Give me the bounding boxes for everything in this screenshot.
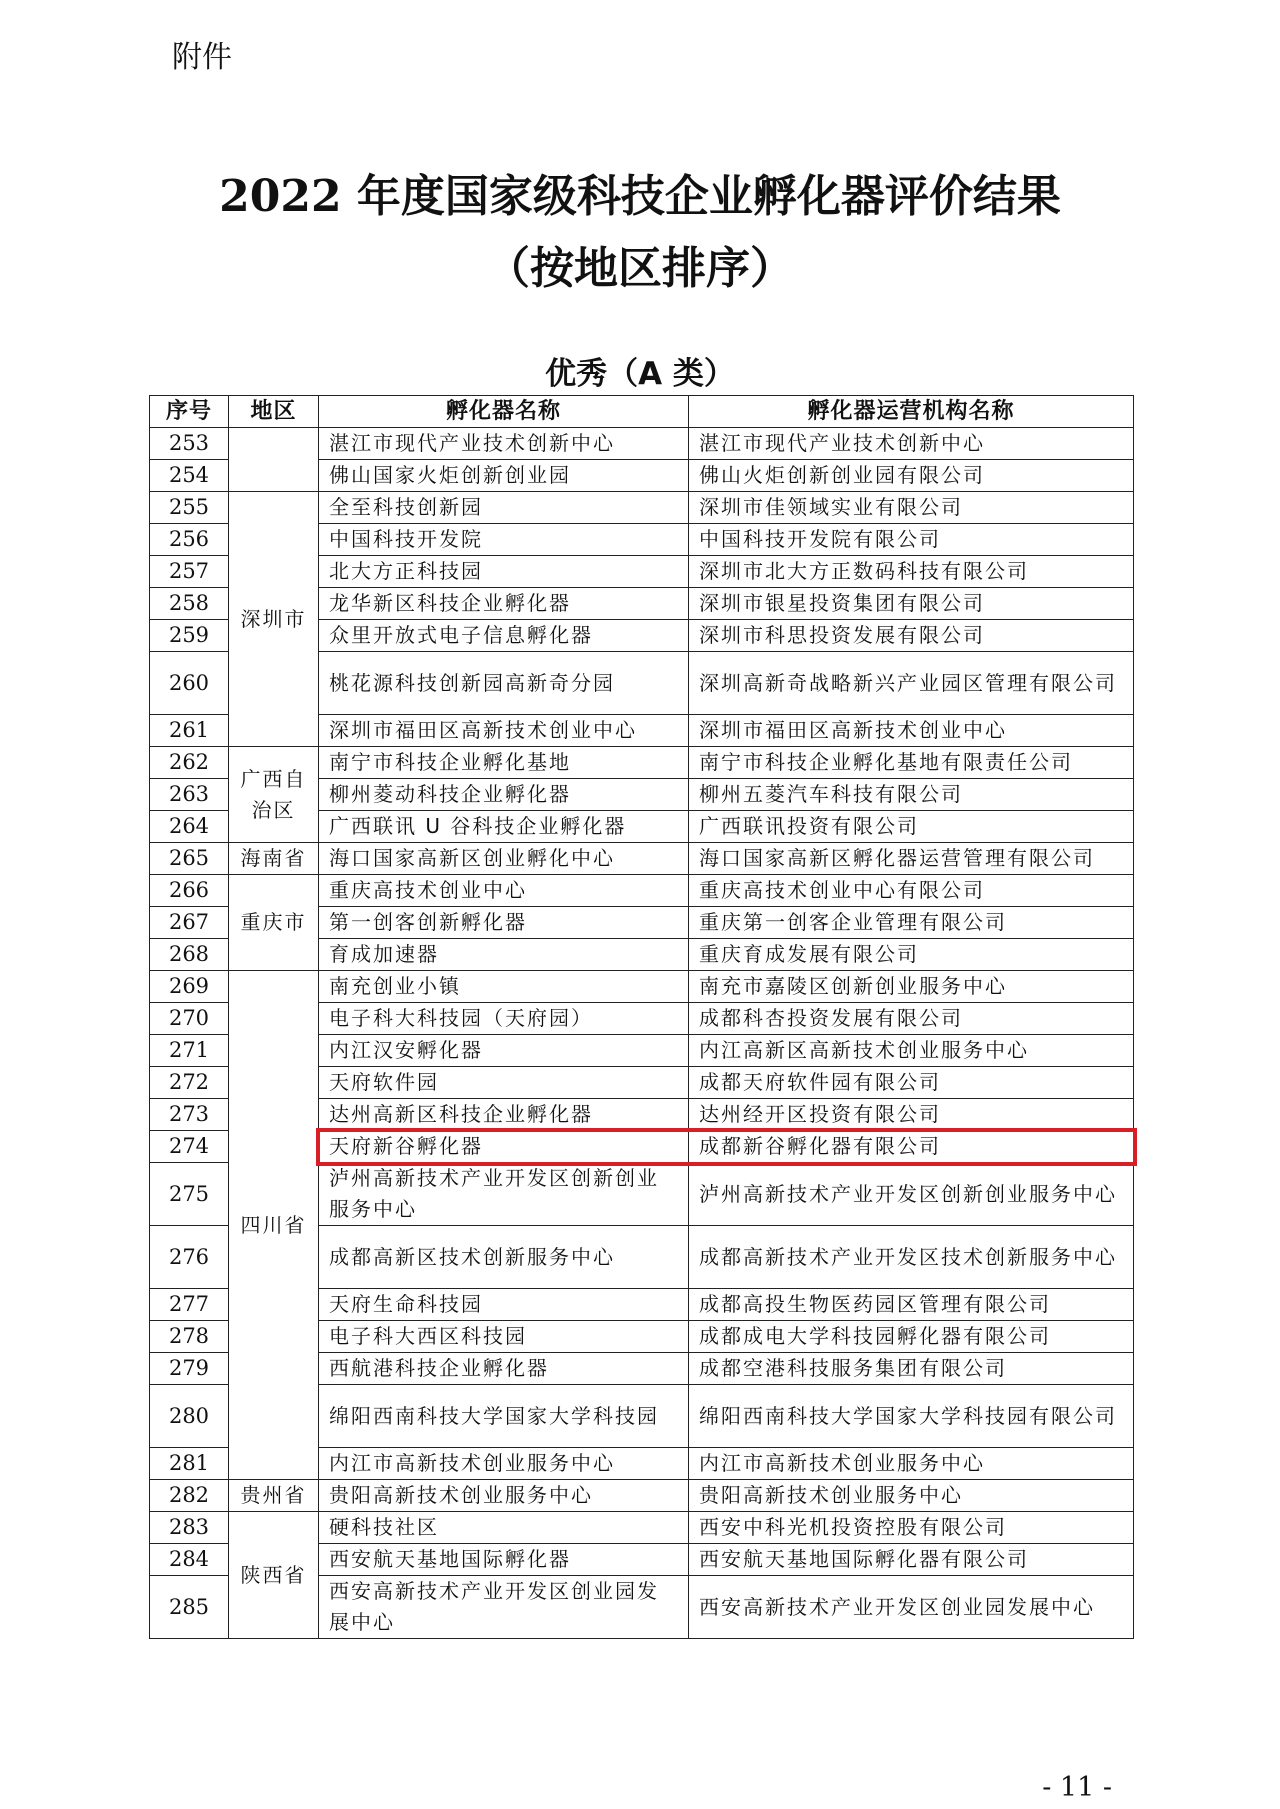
- row-number: 266: [150, 875, 229, 907]
- attachment-label: 附件: [172, 40, 232, 75]
- incubator-name: 西安高新技术产业开发区创业园发展中心: [319, 1576, 689, 1639]
- incubator-name: 众里开放式电子信息孵化器: [319, 620, 689, 652]
- incubator-name: 重庆高技术创业中心: [319, 875, 689, 907]
- operator-name: 深圳市银星投资集团有限公司: [689, 588, 1134, 620]
- incubator-name: 桃花源科技创新园高新奇分园: [319, 652, 689, 715]
- row-number: 260: [150, 652, 229, 715]
- page-number: - 11 -: [1042, 1772, 1112, 1803]
- operator-name: 贵阳高新技术创业服务中心: [689, 1480, 1134, 1512]
- row-number: 277: [150, 1289, 229, 1321]
- incubator-name: 育成加速器: [319, 939, 689, 971]
- header-operator-name: 孵化器运营机构名称: [689, 396, 1134, 428]
- incubator-name: 湛江市现代产业技术创新中心: [319, 428, 689, 460]
- incubator-name: 全至科技创新园: [319, 492, 689, 524]
- table-row: [150, 1512, 1134, 1544]
- incubator-name: 深圳市福田区高新技术创业中心: [319, 715, 689, 747]
- row-number: 262: [150, 747, 229, 779]
- row-number: 285: [150, 1576, 229, 1639]
- table-row: [150, 747, 1134, 779]
- row-number: 259: [150, 620, 229, 652]
- row-number: 270: [150, 1003, 229, 1035]
- operator-name: 南充市嘉陵区创新创业服务中心: [689, 971, 1134, 1003]
- incubator-name: 广西联讯 U 谷科技企业孵化器: [319, 811, 689, 843]
- region-cell: 重庆市: [229, 875, 319, 971]
- operator-name: 佛山火炬创新创业园有限公司: [689, 460, 1134, 492]
- row-number: 258: [150, 588, 229, 620]
- operator-name: 西安航天基地国际孵化器有限公司: [689, 1544, 1134, 1576]
- header-region: 地区: [229, 396, 319, 428]
- operator-name: 广西联讯投资有限公司: [689, 811, 1134, 843]
- row-number: 279: [150, 1353, 229, 1385]
- row-number: 276: [150, 1226, 229, 1289]
- incubator-name: 绵阳西南科技大学国家大学科技园: [319, 1385, 689, 1448]
- incubator-name: 内江汉安孵化器: [319, 1035, 689, 1067]
- incubator-name: 电子科大西区科技园: [319, 1321, 689, 1353]
- operator-name: 达州经开区投资有限公司: [689, 1099, 1134, 1131]
- table-body: [150, 428, 1134, 1639]
- row-number: 261: [150, 715, 229, 747]
- row-number: 267: [150, 907, 229, 939]
- table-row: [150, 1480, 1134, 1512]
- incubator-name: 天府软件园: [319, 1067, 689, 1099]
- table-row: [150, 492, 1134, 524]
- operator-name: 中国科技开发院有限公司: [689, 524, 1134, 556]
- operator-name: 柳州五菱汽车科技有限公司: [689, 779, 1134, 811]
- operator-name: 泸州高新技术产业开发区创新创业服务中心: [689, 1163, 1134, 1226]
- incubator-name: 贵阳高新技术创业服务中心: [319, 1480, 689, 1512]
- incubator-name: 天府新谷孵化器: [319, 1131, 689, 1163]
- operator-name: 内江市高新技术创业服务中心: [689, 1448, 1134, 1480]
- operator-name: 内江高新区高新技术创业服务中心: [689, 1035, 1134, 1067]
- row-number: 268: [150, 939, 229, 971]
- region-cell: 陕西省: [229, 1512, 319, 1639]
- region-cell: 深圳市: [229, 492, 319, 747]
- row-number: 274: [150, 1131, 229, 1163]
- incubator-name: 内江市高新技术创业服务中心: [319, 1448, 689, 1480]
- incubator-name: 天府生命科技园: [319, 1289, 689, 1321]
- incubator-name: 柳州菱动科技企业孵化器: [319, 779, 689, 811]
- operator-name: 成都高新技术产业开发区技术创新服务中心: [689, 1226, 1134, 1289]
- header-number: 序号: [150, 396, 229, 428]
- incubator-name: 硬科技社区: [319, 1512, 689, 1544]
- document-title: 2022 年度国家级科技企业孵化器评价结果: [219, 171, 1061, 222]
- operator-name: 西安中科光机投资控股有限公司: [689, 1512, 1134, 1544]
- row-number: 254: [150, 460, 229, 492]
- row-number: 265: [150, 843, 229, 875]
- operator-name: 深圳高新奇战略新兴产业园区管理有限公司: [689, 652, 1134, 715]
- row-number: 253: [150, 428, 229, 460]
- operator-name: 成都成电大学科技园孵化器有限公司: [689, 1321, 1134, 1353]
- row-number: 280: [150, 1385, 229, 1448]
- operator-name: 西安高新技术产业开发区创业园发展中心: [689, 1576, 1134, 1639]
- operator-name: 南宁市科技企业孵化基地有限责任公司: [689, 747, 1134, 779]
- operator-name: 深圳市科思投资发展有限公司: [689, 620, 1134, 652]
- row-number: 255: [150, 492, 229, 524]
- row-number: 263: [150, 779, 229, 811]
- incubator-name: 电子科大科技园（天府园）: [319, 1003, 689, 1035]
- incubator-name: 西航港科技企业孵化器: [319, 1353, 689, 1385]
- operator-name: 绵阳西南科技大学国家大学科技园有限公司: [689, 1385, 1134, 1448]
- operator-name: 重庆育成发展有限公司: [689, 939, 1134, 971]
- operator-name: 成都空港科技服务集团有限公司: [689, 1353, 1134, 1385]
- operator-name: 成都科杏投资发展有限公司: [689, 1003, 1134, 1035]
- incubator-name: 第一创客创新孵化器: [319, 907, 689, 939]
- operator-name: 深圳市北大方正数码科技有限公司: [689, 556, 1134, 588]
- operator-name: 海口国家高新区孵化器运营管理有限公司: [689, 843, 1134, 875]
- incubator-name: 北大方正科技园: [319, 556, 689, 588]
- incubator-name: 成都高新区技术创新服务中心: [319, 1226, 689, 1289]
- table-row: [150, 875, 1134, 907]
- header-incubator-name: 孵化器名称: [319, 396, 689, 428]
- incubator-name: 南充创业小镇: [319, 971, 689, 1003]
- row-number: 278: [150, 1321, 229, 1353]
- region-cell: 广西自治区: [229, 747, 319, 843]
- incubator-name: 龙华新区科技企业孵化器: [319, 588, 689, 620]
- results-table: [149, 395, 1134, 1639]
- row-number: 271: [150, 1035, 229, 1067]
- operator-name: 深圳市佳领域实业有限公司: [689, 492, 1134, 524]
- operator-name: 湛江市现代产业技术创新中心: [689, 428, 1134, 460]
- incubator-name: 海口国家高新区创业孵化中心: [319, 843, 689, 875]
- operator-name: 深圳市福田区高新技术创业中心: [689, 715, 1134, 747]
- incubator-name: 中国科技开发院: [319, 524, 689, 556]
- row-number: 256: [150, 524, 229, 556]
- incubator-name: 南宁市科技企业孵化基地: [319, 747, 689, 779]
- category-heading: 优秀（A 类）: [545, 356, 735, 392]
- table-row: [150, 428, 1134, 460]
- row-number: 275: [150, 1163, 229, 1226]
- row-number: 281: [150, 1448, 229, 1480]
- operator-name: 成都高投生物医药园区管理有限公司: [689, 1289, 1134, 1321]
- row-number: 284: [150, 1544, 229, 1576]
- region-cell: 四川省: [229, 971, 319, 1480]
- table-row: [150, 971, 1134, 1003]
- region-cell: [229, 428, 319, 492]
- incubator-name: 佛山国家火炬创新创业园: [319, 460, 689, 492]
- row-number: 264: [150, 811, 229, 843]
- incubator-name: 西安航天基地国际孵化器: [319, 1544, 689, 1576]
- row-number: 257: [150, 556, 229, 588]
- region-cell: 贵州省: [229, 1480, 319, 1512]
- operator-name: 重庆高技术创业中心有限公司: [689, 875, 1134, 907]
- row-number: 272: [150, 1067, 229, 1099]
- operator-name: 成都天府软件园有限公司: [689, 1067, 1134, 1099]
- document-subtitle: （按地区排序）: [486, 243, 794, 294]
- incubator-name: 泸州高新技术产业开发区创新创业服务中心: [319, 1163, 689, 1226]
- row-number: 273: [150, 1099, 229, 1131]
- incubator-name: 达州高新区科技企业孵化器: [319, 1099, 689, 1131]
- region-cell: 海南省: [229, 843, 319, 875]
- operator-name: 重庆第一创客企业管理有限公司: [689, 907, 1134, 939]
- row-number: 283: [150, 1512, 229, 1544]
- table-row: [150, 843, 1134, 875]
- row-number: 282: [150, 1480, 229, 1512]
- operator-name: 成都新谷孵化器有限公司: [689, 1131, 1134, 1163]
- row-number: 269: [150, 971, 229, 1003]
